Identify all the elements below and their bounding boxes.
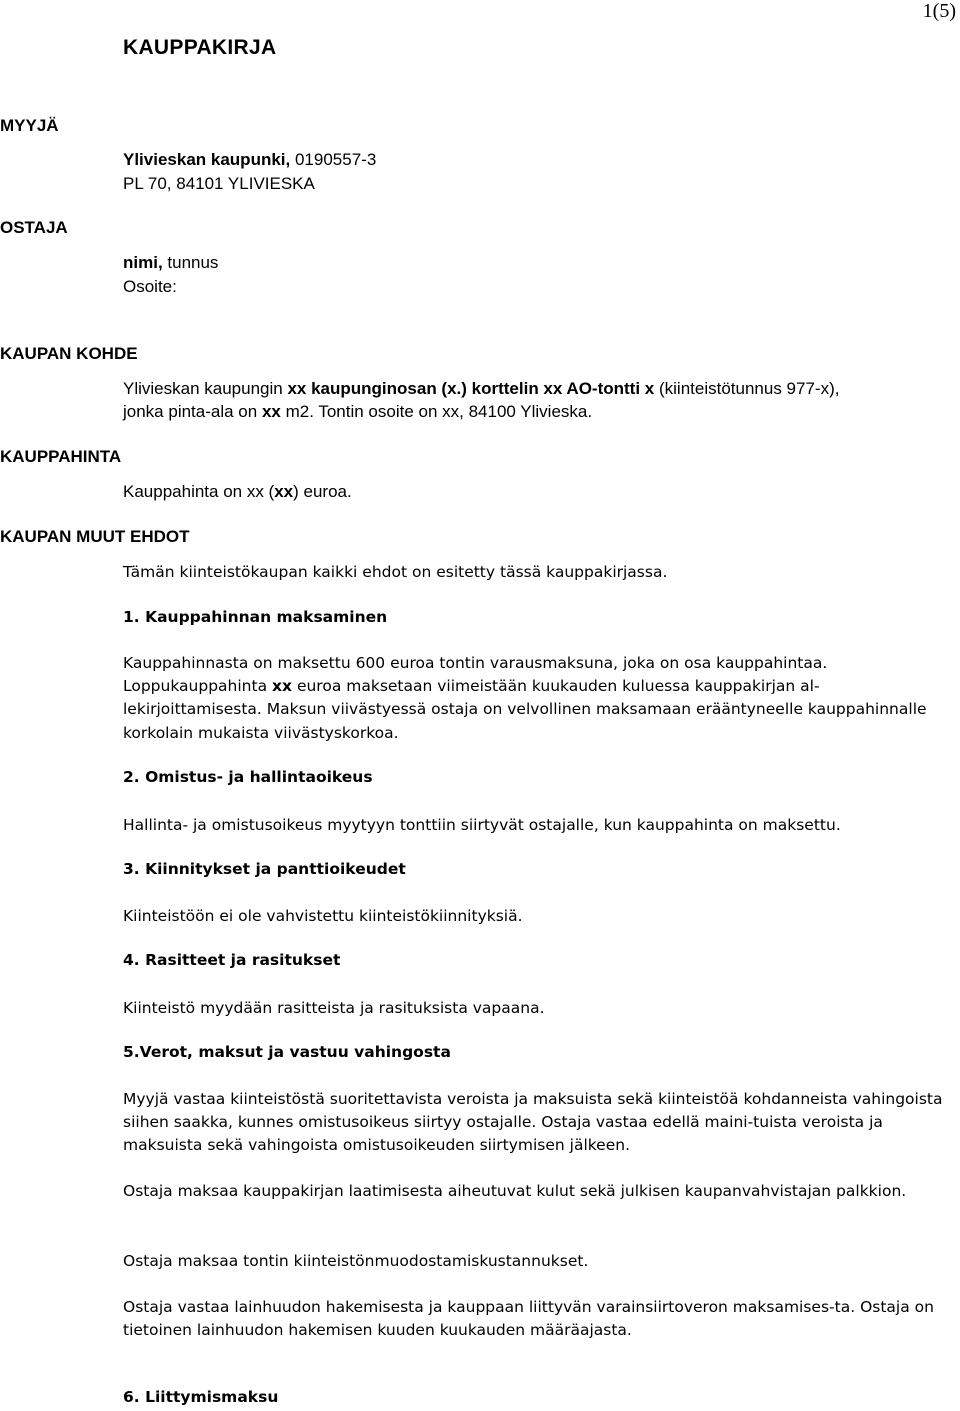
label-object: KAUPAN KOHDE — [0, 344, 138, 363]
label-price: KAUPPAHINTA — [0, 447, 122, 466]
section-1-text: euroa maksetaan viimeistään kuukauden kuluessa kauppakirjan al-lekirjoittamisesta. Maksun viivästyessä ostaja on velvollinen maksamaan erääntyneelle kauppahinnalle korkolain mukaista viivästyskorkoa. — [123, 677, 927, 742]
section-5-paragraph-4: Ostaja vastaa lainhuudon hakemisesta ja kauppaan liittyvän varainsiirtoveron maksamises-ta. Ostaja on tietoinen lainhuudon hakemisen kuuden kuukauden määräajasta. — [123, 1298, 934, 1340]
section-3-paragraph: Kiinteistöön ei ole vahvistettu kiinteistökiinnityksiä. — [123, 907, 523, 925]
buyer-address: Osoite: — [123, 277, 177, 296]
object-bold: xx kaupunginosan (x.) korttelin xx AO-tontti x — [287, 379, 655, 398]
section-2-heading: 2. Omistus- ja hallintaoikeus — [123, 768, 373, 786]
object-line-2 — [123, 402, 592, 422]
section-4-paragraph: Kiinteistö myydään rasitteista ja rasituksista vapaana. — [123, 999, 545, 1017]
seller-business-id: 0190557-3 — [290, 150, 377, 169]
section-1-text: Kauppahinnasta on maksettu 600 euroa tontin varausmaksuna, joka on osa kauppahintaa. Loppukauppahinta — [123, 654, 828, 696]
section-5-paragraph-2: Ostaja maksaa kauppakirjan laatimisesta aiheutuvat kulut sekä julkisen kaupanvahvistajan palkkion. — [123, 1182, 907, 1200]
price-value: xx — [274, 482, 294, 501]
object-bold: xx — [261, 402, 281, 421]
section-1-bold: xx — [272, 677, 293, 696]
section-6-heading: 6. Liittymismaksu — [123, 1388, 279, 1406]
section-5-paragraph-1: Myyjä vastaa kiinteistöstä suoritettavista veroista ja maksuista sekä kiinteistöä kohdanneista vahingoista siihen saakka, kunnes omistusoikeus siirtyy ostajalle. Ostaja vastaa edellä maini-tuista veroista ja maksuista sekä vahingoista omistusoikeuden siirtymisen jälkeen. — [123, 1090, 943, 1155]
buyer-name: nimi, — [123, 253, 163, 272]
section-5-heading: 5.Verot, maksut ja vastuu vahingosta — [123, 1043, 451, 1061]
price-line — [123, 482, 352, 502]
object-text: (kiinteistötunnus 977-x), — [654, 379, 840, 398]
seller-name-line — [123, 150, 376, 170]
section-3-heading: 3. Kiinnitykset ja panttioikeudet — [123, 860, 406, 878]
section-1-paragraph — [123, 652, 949, 745]
buyer-id: tunnus — [162, 253, 219, 272]
object-text: Ylivieskan kaupungin — [123, 379, 288, 398]
buyer-name-line — [123, 253, 218, 273]
price-text: Kauppahinta on xx ( — [123, 482, 275, 501]
section-1-heading: 1. Kauppahinnan maksaminen — [123, 608, 388, 626]
object-text: jonka pinta-ala on — [123, 402, 262, 421]
page-number: 1(5) — [922, 0, 956, 22]
section-4-heading: 4. Rasitteet ja rasitukset — [123, 951, 341, 969]
label-seller: MYYJÄ — [0, 116, 59, 135]
label-other-terms: KAUPAN MUUT EHDOT — [0, 527, 190, 546]
object-line-1 — [123, 379, 839, 399]
terms-intro: Tämän kiinteistökaupan kaikki ehdot on esitetty tässä kauppakirjassa. — [123, 563, 668, 581]
section-5-paragraph-3: Ostaja maksaa tontin kiinteistönmuodostamiskustannukset. — [123, 1252, 589, 1270]
label-buyer: OSTAJA — [0, 218, 68, 237]
seller-name: Ylivieskan kaupunki, — [123, 150, 291, 169]
seller-address: PL 70, 84101 YLIVIESKA — [123, 174, 315, 193]
object-text: m2. Tontin osoite on xx, 84100 Ylivieska. — [280, 402, 593, 421]
section-2-paragraph: Hallinta- ja omistusoikeus myytyyn tonttiin siirtyvät ostajalle, kun kauppahinta on maksettu. — [123, 816, 841, 834]
price-text: ) euroa. — [293, 482, 352, 501]
document-title: KAUPPAKIRJA — [123, 36, 277, 59]
